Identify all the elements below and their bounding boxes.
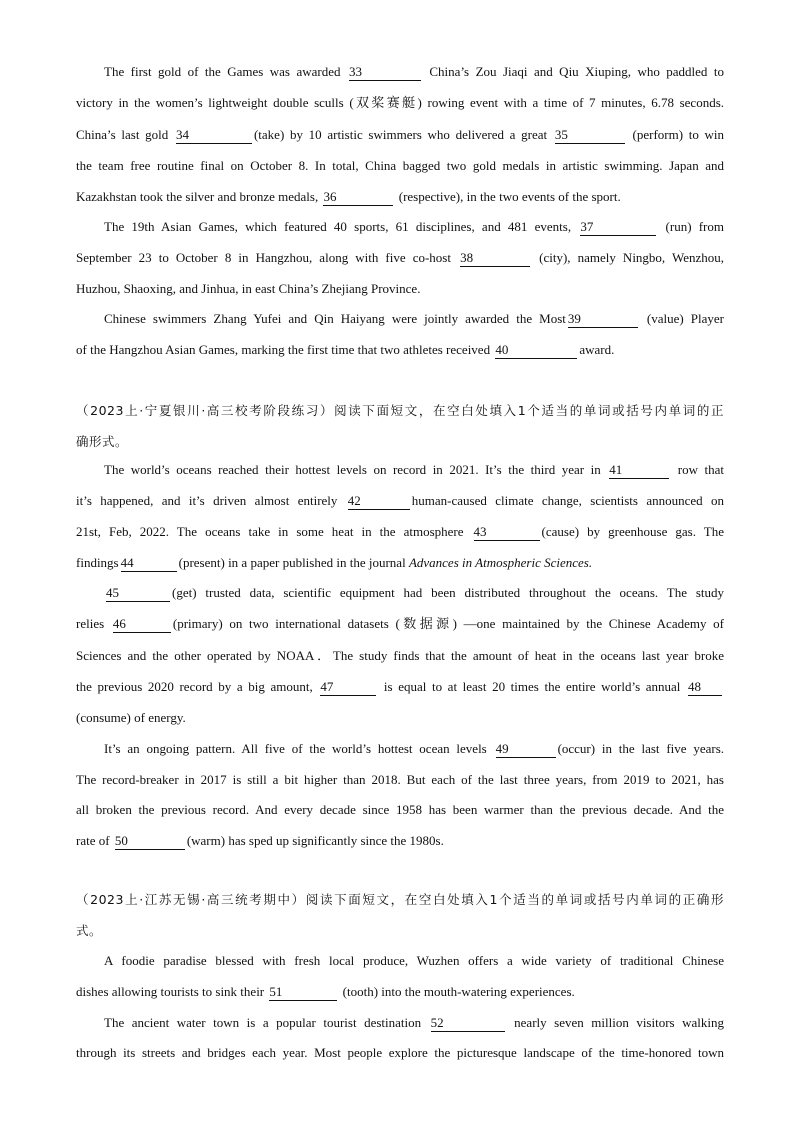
paragraph-line: 45 (get) trusted data, scientific equipment had been distributed throughout the oceans. The study: [106, 585, 724, 600]
paragraph-line: dishes allowing tourists to sink their 51 (tooth) into the mouth-watering experiences.: [76, 984, 575, 999]
paragraph-line: The record-breaker in 2017 is still a bit higher than 2018. But each of the last three years, from 2019 to 2021, has: [76, 772, 724, 787]
paragraph-line: all broken the previous record. And every decade since 1958 has been warmer than the previous decade. And the: [76, 802, 724, 817]
blank-51[interactable]: 51: [269, 985, 337, 1001]
section-header: 式。: [76, 923, 103, 938]
blank-44[interactable]: 44: [121, 556, 177, 572]
paragraph-line: of the Hangzhou Asian Games, marking the first time that two athletes received 40 award.: [76, 342, 615, 357]
blank-33[interactable]: 33: [349, 65, 421, 81]
blank-36[interactable]: 36: [323, 190, 393, 206]
paragraph-line: The ancient water town is a popular tourist destination 52 nearly seven million visitors walking: [104, 1015, 725, 1030]
paragraph-line: It’s an ongoing pattern. All five of the world’s hottest ocean levels 49 (occur) in the last five years.: [104, 741, 725, 756]
paragraph-line: relies 46 (primary) on two international datasets (数据源) —one maintained by the Chinese Academy of: [76, 616, 724, 631]
paragraph-line: victory in the women’s lightweight double sculls (双桨赛艇) rowing event with a time of 7 minutes, 6.78 seconds.: [76, 95, 724, 110]
blank-39[interactable]: 39: [568, 312, 638, 328]
blank-46[interactable]: 46: [113, 617, 171, 633]
blank-42[interactable]: 42: [348, 494, 410, 510]
blank-49[interactable]: 49: [496, 742, 556, 758]
blank-52[interactable]: 52: [431, 1016, 505, 1032]
blank-43[interactable]: 43: [474, 525, 540, 541]
blank-40[interactable]: 40: [495, 343, 577, 359]
paragraph-line: 21st, Feb, 2022. The oceans take in some heat in the atmosphere 43 (cause) by greenhouse gas. The: [76, 524, 724, 539]
paragraph-line: The 19th Asian Games, which featured 40 sports, 61 disciplines, and 481 events, 37 (run) from: [104, 219, 725, 234]
paragraph-line: it’s happened, and it’s driven almost entirely 42 human-caused climate change, scientists announced on: [76, 493, 725, 508]
paragraph-line: findings 44 (present) in a paper published in the journal Advances in Atmospheric Sciences.: [76, 555, 593, 570]
blank-37[interactable]: 37: [580, 220, 656, 236]
section-header: （2023上·宁夏银川·高三校考阶段练习）阅读下面短文，在空白处填入1个适当的单词或括号内单词的正: [76, 403, 724, 418]
blank-47[interactable]: 47: [320, 680, 376, 696]
section-header: 确形式。: [76, 434, 129, 449]
paragraph-line: China’s last gold 34 (take) by 10 artistic swimmers who delivered a great 35 (perform) to win: [76, 127, 725, 142]
paragraph-line: Kazakhstan took the silver and bronze medals, 36 (respective), in the two events of the sport.: [76, 189, 621, 204]
paragraph-line: through its streets and bridges each year. Most people explore the picturesque landscape of the time-honored town: [76, 1045, 724, 1060]
blank-50[interactable]: 50: [115, 834, 185, 850]
paragraph-line: September 23 to October 8 in Hangzhou, along with five co-host 38 (city), namely Ningbo, Wenzhou,: [76, 250, 725, 265]
paragraph-line: The world’s oceans reached their hottest levels on record in 2021. It’s the third year in 41 row that: [104, 462, 725, 477]
blank-45[interactable]: 45: [106, 586, 170, 602]
blank-34[interactable]: 34: [176, 128, 252, 144]
blank-38[interactable]: 38: [460, 251, 530, 267]
paragraph-line: The first gold of the Games was awarded 33 China’s Zou Jiaqi and Qiu Xiuping, who paddled to: [104, 64, 724, 79]
paragraph-line: (consume) of energy.: [76, 710, 186, 725]
blank-41[interactable]: 41: [609, 463, 669, 479]
paragraph-line: the team free routine final on October 8. In total, China bagged two gold medals in artistic swimming. Japan and: [76, 158, 724, 173]
paragraph-line: the previous 2020 record by a big amount, 47 is equal to at least 20 times the entire world’s annual 48: [76, 677, 724, 697]
paragraph-line: rate of 50 (warm) has sped up significantly since the 1980s.: [76, 833, 444, 848]
blank-48[interactable]: 48: [688, 680, 722, 696]
blank-35[interactable]: 35: [555, 128, 625, 144]
paragraph-line: Chinese swimmers Zhang Yufei and Qin Haiyang were jointly awarded the Most 39 (value) Player: [104, 311, 724, 326]
paragraph-line: A foodie paradise blessed with fresh local produce, Wuzhen offers a wide variety of traditional Chinese: [104, 953, 724, 968]
paragraph-line: Sciences and the other operated by NOAA．The study finds that the amount of heat in the oceans last year broke: [76, 648, 724, 663]
journal-title: Advances in Atmospheric Sciences.: [408, 555, 593, 570]
paragraph-line: Huzhou, Shaoxing, and Jinhua, in east China’s Zhejiang Province.: [76, 281, 421, 296]
section-header: （2023上·江苏无锡·高三统考期中）阅读下面短文，在空白处填入1个适当的单词或括号内单词的正确形: [76, 892, 724, 907]
